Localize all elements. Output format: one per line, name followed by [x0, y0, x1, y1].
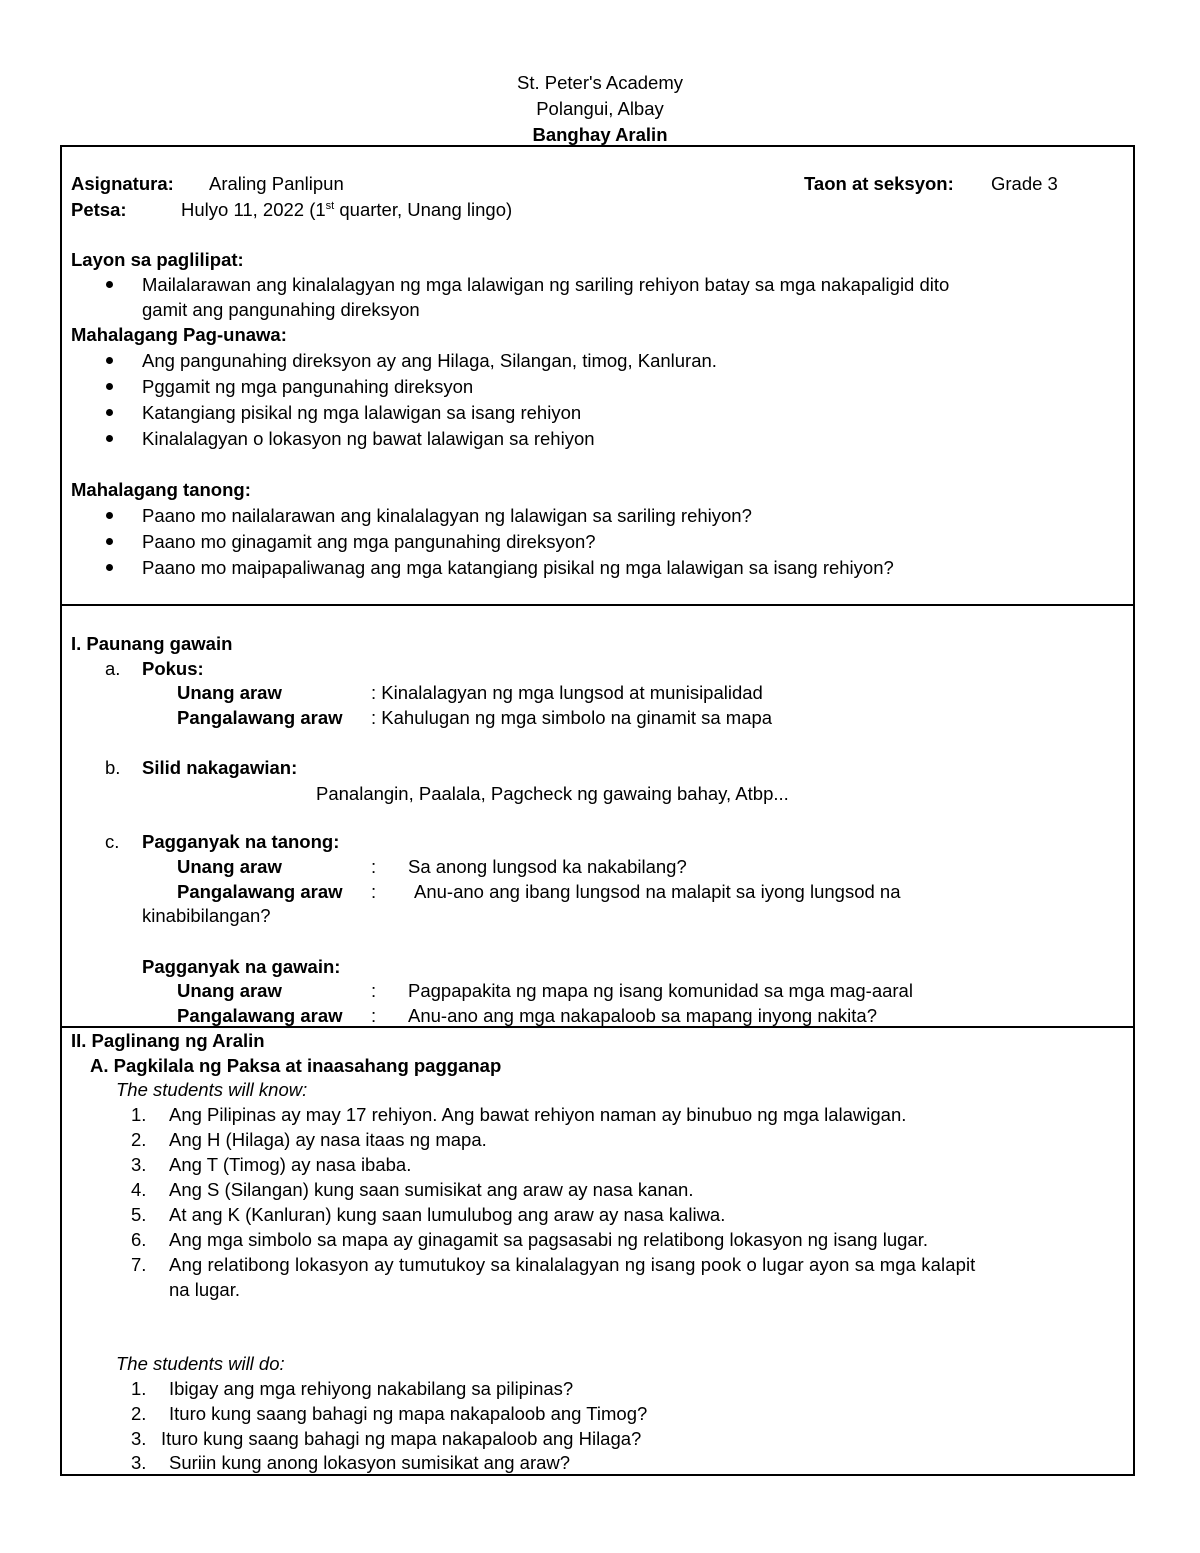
section2-title: II. Paglinang ng Aralin: [71, 1030, 265, 1051]
focus-label: Pokus:: [142, 658, 204, 679]
objective-label: Layon sa paglilipat:: [71, 249, 244, 270]
subject-value: Araling Panlipun: [209, 173, 344, 194]
list-number: 4.: [131, 1179, 147, 1200]
question-item: Paano mo maipapaliwanag ang mga katangiang pisikal ng mga lalawigan sa isang rehiyon?: [142, 557, 894, 578]
bullet-dot: [106, 281, 113, 288]
day2-value: : Kahulugan ng mga simbolo na ginamit sa mapa: [371, 707, 773, 728]
colon: :: [371, 856, 377, 877]
colon: :: [371, 881, 377, 902]
list-number: 3.: [131, 1154, 147, 1175]
question-item: Paano mo ginagamit ang mga pangunahing direksyon?: [142, 531, 596, 552]
date-value: Hulyo 11, 2022 (1st quarter, Unang lingo): [181, 199, 513, 220]
day1-value: Pagpapakita ng mapa ng isang komunidad sa mga mag-aaral: [408, 980, 913, 1001]
list-number: 1.: [131, 1104, 147, 1125]
bullet-dot: [106, 357, 113, 364]
bullet-dot: [106, 383, 113, 390]
grade-label: Taon at seksyon:: [804, 173, 954, 194]
grade-value: Grade 3: [991, 173, 1058, 194]
know-label: The students will know:: [116, 1079, 308, 1100]
understanding-label: Mahalagang Pag-unawa:: [71, 324, 287, 345]
do-label: The students will do:: [116, 1353, 285, 1374]
list-item: Ang H (Hilaga) ay nasa itaas ng mapa.: [169, 1129, 487, 1150]
bullet-dot: [106, 435, 113, 442]
day2-label: Pangalawang araw: [177, 881, 343, 902]
list-number: 2.: [131, 1403, 147, 1424]
question-item: Paano mo nailalarawan ang kinalalagyan ng lalawigan sa sariling rehiyon?: [142, 505, 752, 526]
list-item-cont: na lugar.: [169, 1279, 240, 1300]
day1-value: Sa anong lungsod ka nakabilang?: [408, 856, 687, 877]
colon: :: [371, 980, 377, 1001]
item-marker: c.: [105, 831, 120, 852]
understanding-item: Pggamit ng mga pangunahing direksyon: [142, 376, 474, 397]
item-marker: b.: [105, 757, 121, 778]
colon: :: [371, 1005, 377, 1026]
day1-label: Unang araw: [177, 856, 282, 877]
list-number: 6.: [131, 1229, 147, 1250]
day1-label: Unang araw: [177, 980, 282, 1001]
motivation-question-label: Pagganyak na tanong:: [142, 831, 340, 852]
bullet-dot: [106, 512, 113, 519]
list-item: Ang T (Timog) ay nasa ibaba.: [169, 1154, 412, 1175]
bullet-dot: [106, 538, 113, 545]
subject-label: Asignatura:: [71, 173, 174, 194]
bullet-dot: [106, 564, 113, 571]
section1-title: I. Paunang gawain: [71, 633, 233, 654]
bullet-dot: [106, 409, 113, 416]
routine-label: Silid nakagawian:: [142, 757, 298, 778]
day1-label: Unang araw: [177, 682, 282, 703]
objective-item-cont: gamit ang pangunahing direksyon: [142, 299, 420, 320]
list-item: Suriin kung anong lokasyon sumisikat ang araw?: [169, 1452, 571, 1473]
understanding-item: Kinalalagyan o lokasyon ng bawat lalawigan sa rehiyon: [142, 428, 595, 449]
list-item: Ituro kung saang bahagi ng mapa nakapaloob ang Timog?: [169, 1403, 648, 1424]
list-item: At ang K (Kanluran) kung saan lumulubog ang araw ay nasa kaliwa.: [169, 1204, 726, 1225]
document-header: [0, 70, 1200, 148]
list-item: Ang Pilipinas ay may 17 rehiyon. Ang bawat rehiyon naman ay binubuo ng mga lalawigan.: [169, 1104, 907, 1125]
day2-value-cont: kinabibilangan?: [142, 905, 271, 926]
motivation-activity-label: Pagganyak na gawain:: [142, 956, 341, 977]
list-number: 3.: [131, 1452, 147, 1473]
school-name: St. Peter's Academy: [517, 72, 683, 93]
objective-item: Mailalarawan ang kinalalagyan ng mga lalawigan ng sariling rehiyon batay sa mga nakapaligid dito: [142, 274, 950, 295]
school-location: Polangui, Albay: [536, 98, 664, 119]
list-item: Ang relatibong lokasyon ay tumutukoy sa kinalalagyan ng isang pook o lugar ayon sa mga kalapit: [169, 1254, 976, 1275]
day1-value: : Kinalalagyan ng mga lungsod at munisipalidad: [371, 682, 763, 703]
list-number: 2.: [131, 1129, 147, 1150]
item-marker: a.: [105, 658, 121, 679]
day2-value: Anu-ano ang ibang lungsod na malapit sa iyong lungsod na: [414, 881, 901, 902]
understanding-item: Katangiang pisikal ng mga lalawigan sa isang rehiyon: [142, 402, 582, 423]
list-item: Ang mga simbolo sa mapa ay ginagamit sa pagsasabi ng relatibong lokasyon ng isang lugar.: [169, 1229, 928, 1250]
list-item: Ituro kung saang bahagi ng mapa nakapaloob ang Hilaga?: [161, 1428, 642, 1449]
routine-value: Panalangin, Paalala, Pagcheck ng gawaing bahay, Atbp...: [316, 783, 789, 804]
list-number: 7.: [131, 1254, 147, 1275]
questions-label: Mahalagang tanong:: [71, 479, 251, 500]
date-label: Petsa:: [71, 199, 127, 220]
day2-label: Pangalawang araw: [177, 1005, 343, 1026]
list-item: Ang S (Silangan) kung saan sumisikat ang araw ay nasa kanan.: [169, 1179, 694, 1200]
day2-label: Pangalawang araw: [177, 707, 343, 728]
understanding-item: Ang pangunahing direksyon ay ang Hilaga, Silangan, timog, Kanluran.: [142, 350, 717, 371]
list-number: 1.: [131, 1378, 147, 1399]
day2-value: Anu-ano ang mga nakapaloob sa mapang inyong nakita?: [408, 1005, 878, 1026]
list-item: Ibigay ang mga rehiyong nakabilang sa pilipinas?: [169, 1378, 574, 1399]
section2a-title: A. Pagkilala ng Paksa at inaasahang pagganap: [90, 1055, 502, 1076]
document-title: Banghay Aralin: [532, 124, 668, 145]
list-number: 3.: [131, 1428, 147, 1449]
list-number: 5.: [131, 1204, 147, 1225]
